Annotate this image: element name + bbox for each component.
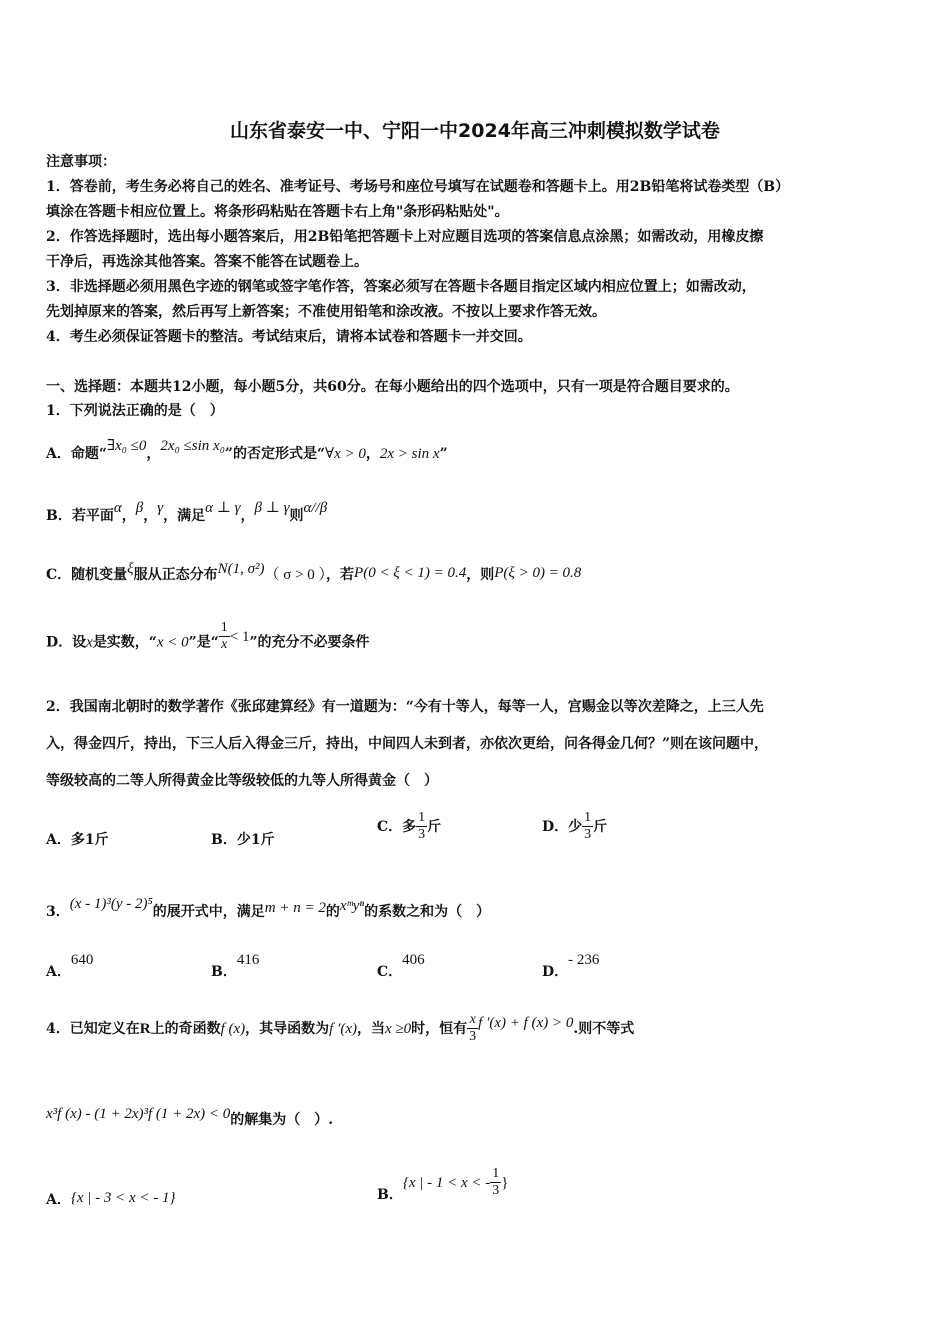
- question-text: 时，恒有: [411, 1020, 468, 1037]
- notice-heading: 注意事项：: [46, 154, 116, 170]
- question-text: ，其导函数为: [245, 1020, 330, 1037]
- q4-option-b: [377, 1166, 509, 1203]
- option-text: ，满足: [163, 508, 206, 524]
- math-expr: 2x₀ ≤sin x₀: [160, 438, 225, 454]
- option-text: ”的充分不必要条件: [249, 634, 370, 651]
- option-value: - 236: [568, 952, 600, 968]
- q4-option-a: [46, 1190, 176, 1210]
- option-text: ，: [146, 446, 161, 462]
- option-value: {x | - 3 < x < - 1}: [70, 1190, 176, 1206]
- option-text: ”是“: [188, 634, 219, 651]
- question-2-line: 等级较高的二等人所得黄金比等级较低的九等人所得黄金（ ）: [46, 773, 438, 789]
- math-expr: f (x): [220, 1020, 246, 1037]
- math-expr: P(ξ > 0) = 0.8: [494, 565, 582, 581]
- math-expr: m + n = 2: [264, 900, 326, 916]
- question-text: ，当: [357, 1020, 386, 1037]
- option-label: B．: [211, 964, 237, 980]
- section-heading: 一、选择题：本题共12小题，每小题5分，共60分。在每小题给出的四个选项中，只有一项是符合题目要求的。: [46, 379, 739, 395]
- fraction-denominator: 3: [492, 1183, 500, 1198]
- question-4-stem: [46, 1012, 634, 1045]
- math-expr: x ≥0: [385, 1020, 412, 1037]
- option-value: 416: [236, 952, 260, 968]
- math-expr: 2x > sin x: [379, 446, 440, 462]
- q2-option-a: A．多1斤: [46, 832, 109, 848]
- q3-option-a: [46, 952, 94, 982]
- math-expr: ξ: [127, 561, 134, 577]
- fraction: [219, 620, 230, 653]
- option-text: C．多: [377, 818, 417, 835]
- q2-option-b: B．少1斤: [211, 832, 275, 848]
- fraction: [582, 810, 593, 843]
- notice-line: 3．非选择题必须用黑色字迹的钢笔或签字笔作答，答案必须写在答题卡各题目指定区域内相应位置上；如需改动，: [46, 279, 756, 295]
- question-2-line: 入，得金四斤，持出，下三人后入得金三斤，持出，中间四人未到者，亦依次更给，问各得金几何？”则在该问题中，: [46, 736, 769, 752]
- fraction-numerator: 1: [418, 810, 426, 825]
- fraction-denominator: 3: [418, 827, 426, 842]
- math-expr: β: [135, 500, 144, 516]
- math-expr: xᵐyⁿ: [339, 898, 365, 914]
- fraction-numerator: 1: [584, 810, 592, 825]
- option-text: 斤: [427, 818, 442, 835]
- fraction-denominator: 3: [469, 1029, 477, 1044]
- question-1-stem: 1．下列说法正确的是（ ）: [46, 403, 224, 419]
- math-expr: P(0 < ξ < 1) = 0.4: [354, 565, 467, 581]
- option-text: ，: [365, 446, 380, 462]
- math-expr: x: [86, 634, 93, 651]
- fraction: [490, 1166, 501, 1199]
- option-value: }: [501, 1174, 509, 1191]
- option-text: 则: [289, 508, 304, 524]
- option-label: A．: [46, 964, 71, 980]
- option-label: C．: [377, 964, 403, 980]
- math-expr: ∃x₀ ≤0: [106, 438, 147, 454]
- math-expr: α ⊥ γ: [205, 500, 241, 516]
- q1-option-a: [46, 438, 448, 464]
- question-text: 的展开式中，满足: [152, 904, 265, 920]
- option-text: 斤: [593, 818, 608, 835]
- question-text: .则不等式: [573, 1020, 635, 1037]
- q1-option-c: [46, 561, 582, 585]
- math-expr: α//β: [303, 500, 328, 516]
- notice-line: 先划掉原来的答案，然后再写上新答案；不准使用铅笔和涂改液。不按以上要求作答无效。: [46, 304, 606, 320]
- math-expr: （ σ > 0 ）: [264, 567, 327, 583]
- fraction-numerator: x: [467, 1012, 478, 1029]
- math-expr: x³f (x) - (1 + 2x)³f (1 + 2x) < 0: [46, 1106, 231, 1122]
- option-text: ，若: [326, 567, 355, 583]
- option-label: A．: [46, 1192, 71, 1208]
- question-3-stem: [46, 896, 491, 922]
- question-4-inequality: [46, 1106, 334, 1130]
- option-text: 服从正态分布: [133, 567, 218, 583]
- fraction-denominator: 3: [584, 827, 592, 842]
- math-expr: γ: [157, 500, 164, 516]
- q3-option-b: [211, 952, 260, 982]
- option-text: D．设: [46, 634, 87, 651]
- question-text: 的系数之和为（ ）: [364, 904, 491, 920]
- math-expr: (x - 1)³(y - 2)⁵: [69, 896, 153, 912]
- notice-line: 2．作答选择题时，选出每小题答案后，用2B铅笔把答题卡上对应题目选项的答案信息点涂黑；如需改动，用橡皮擦: [46, 229, 764, 245]
- option-text: ”: [439, 446, 448, 462]
- math-expr: f ′(x) + f (x) > 0: [478, 1014, 574, 1031]
- q3-option-d: [542, 952, 600, 982]
- math-expr: x < 0: [156, 634, 189, 651]
- option-text: C．随机变量: [46, 567, 128, 583]
- q2-option-c: [377, 810, 441, 843]
- notice-line: 1．答卷前，考生务必将自己的姓名、准考证号、考场号和座位号填写在试题卷和答题卡上。用2B铅笔将试卷类型（B）: [46, 179, 790, 195]
- option-value: {x | - 1 < x < -: [402, 1174, 491, 1191]
- option-label: B．: [377, 1186, 403, 1203]
- option-text: ”的否定形式是“: [224, 446, 326, 462]
- option-text: A．命题“: [46, 446, 107, 462]
- question-text: 的解集为（ ）.: [230, 1112, 334, 1128]
- math-expr: α: [113, 500, 122, 516]
- math-expr: R: [139, 1020, 151, 1037]
- fraction-numerator: 1: [492, 1166, 500, 1181]
- option-value: 406: [402, 952, 425, 968]
- math-expr: f ′(x): [329, 1020, 358, 1037]
- fraction-numerator: 1: [220, 620, 228, 635]
- math-expr: < 1: [229, 628, 250, 645]
- question-text: 的: [325, 904, 340, 920]
- option-label: D．: [542, 964, 569, 980]
- notice-line: 干净后，再选涂其他答案。答案不能答在试题卷上。: [46, 254, 368, 270]
- notice-line: 4．考生必须保证答题卡的整洁。考试结束后，请将本试卷和答题卡一并交回。: [46, 329, 532, 345]
- notice-line: 填涂在答题卡相应位置上。将条形码粘贴在答题卡右上角"条形码粘贴处"。: [46, 204, 509, 220]
- question-text: 上的奇函数: [150, 1020, 221, 1037]
- math-expr: β ⊥ γ: [254, 500, 290, 516]
- q3-option-c: [377, 952, 425, 982]
- q1-option-d: [46, 620, 370, 659]
- option-text: 是实数，“: [92, 634, 157, 651]
- q1-option-b: B．若平面α，β，γ，满足α ⊥ γ，β ⊥ γ则α//β: [46, 500, 328, 524]
- math-expr: N(1, σ²): [217, 561, 265, 577]
- option-text: ，则: [466, 567, 495, 583]
- question-number: 3．: [46, 904, 70, 920]
- question-text: 4．已知定义在: [46, 1020, 140, 1037]
- page-title: 山东省泰安一中、宁阳一中2024年高三冲刺模拟数学试卷: [230, 120, 720, 142]
- fraction: [416, 810, 427, 843]
- option-value: 640: [70, 952, 94, 968]
- option-text: B．若平面: [46, 508, 114, 524]
- math-expr: ∀x > 0: [325, 446, 366, 462]
- q2-option-d: [542, 810, 607, 843]
- fraction-denominator: x: [221, 637, 228, 652]
- option-text: D．少: [542, 818, 583, 835]
- fraction: [467, 1012, 478, 1045]
- question-2-line: 2．我国南北朝时的数学著作《张邱建算经》有一道题为：“今有十等人，每等一人，宫赐金以等次差降之，上三人先: [46, 699, 764, 715]
